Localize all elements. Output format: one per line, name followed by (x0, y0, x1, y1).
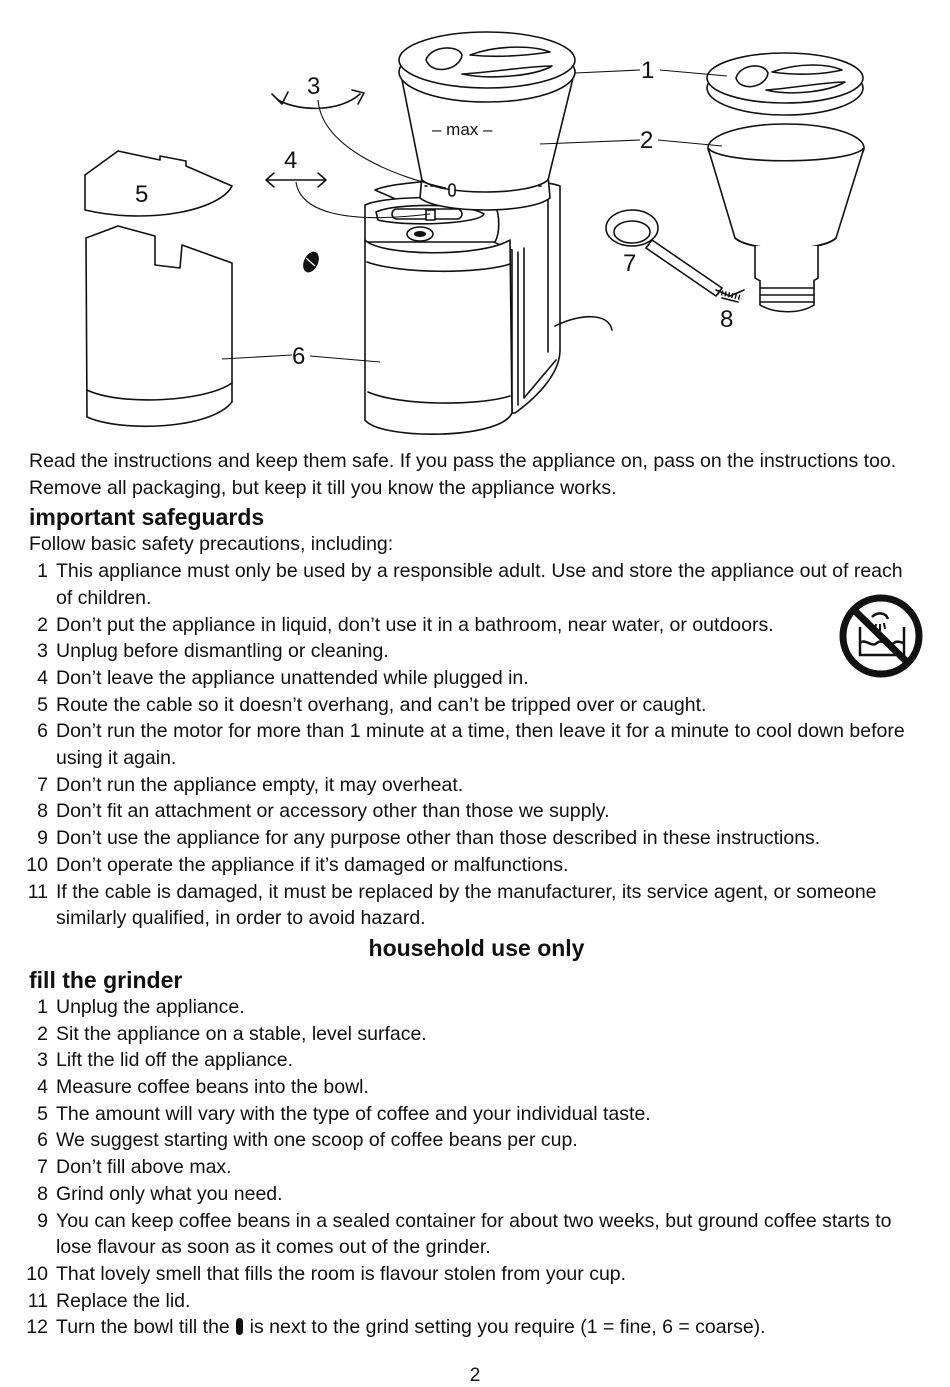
list-item: 2 Don’t put the appliance in liquid, don’t use it in a bathroom, near water, or outdoors. (37, 613, 774, 636)
fill-steps-list (26, 994, 924, 1341)
callout-3: 3 (307, 73, 321, 100)
ground-container-part-6 (86, 226, 292, 426)
grinder-exploded-diagram (0, 0, 950, 445)
list-item: 6 We suggest starting with one scoop of coffee beans per cup. (37, 1129, 578, 1152)
bowl-detached-part-2 (708, 124, 864, 312)
max-fill-mark: – max – (432, 120, 493, 139)
grinder-main-body (310, 180, 612, 435)
page-number: 2 (469, 1365, 481, 1386)
list-item: 3 Lift the lid off the appliance. (37, 1049, 294, 1072)
list-item: 8 Grind only what you need. (37, 1182, 283, 1205)
callout-7: 7 (623, 250, 637, 277)
fill-heading: fill the grinder (29, 966, 183, 993)
list-item: 7 Don’t fill above max. (37, 1156, 232, 1179)
list-item: 9 You can keep coffee beans in a sealed container for about two weeks, but ground coffee starts to lose flavour as soon as it comes out of the grinder. (37, 1209, 892, 1259)
container-lid-part-5 (85, 151, 232, 216)
lid-detached-part-1 (707, 53, 863, 115)
safeguards-lead: Follow basic safety precautions, including: (29, 533, 394, 556)
safeguards-list (26, 558, 924, 932)
list-item: 7 Don’t run the appliance empty, it may overheat. (37, 773, 464, 796)
list-item: 11 Replace the lid. (27, 1289, 191, 1312)
list-item: 10 Don’t operate the appliance if it’s damaged or malfunctions. (26, 853, 569, 876)
bowl-lid-part-1 (399, 32, 575, 102)
callout-1: 1 (641, 57, 655, 84)
household-use-note: household use only (368, 934, 585, 961)
callout-6: 6 (292, 343, 306, 370)
list-item: 5 The amount will vary with the type of coffee and your individual taste. (37, 1102, 651, 1125)
instructions-body (26, 448, 924, 1341)
brush-part-8 (716, 290, 744, 302)
list-item: 6 Don’t run the motor for more than 1 minute at a time, then leave it for a minute to cool down before using it again. (37, 720, 905, 770)
list-item: 8 Don’t fit an attachment or accessory other than those we supply. (37, 800, 610, 823)
list-item: 4 Measure coffee beans into the bowl. (37, 1076, 369, 1099)
list-item: 3 Unplug before dismantling or cleaning. (37, 640, 389, 663)
list-item: 12 Turn the bowl till the is next to the grind setting you require (1 = fine, 6 = coarse). (26, 1316, 766, 1339)
no-water-immersion-icon (838, 593, 924, 679)
list-item: 11 If the cable is damaged, it must be replaced by the manufacturer, its service agent, or someone similarly qualified, in order to avoid hazard. (27, 880, 877, 930)
list-item: 1 Unplug the appliance. (37, 995, 245, 1018)
intro-paragraph: Read the instructions and keep them safe. If you pass the appliance on, pass on the instructions too. Remove all packaging, but keep it till you know the appliance works. (29, 450, 897, 499)
callout-5: 5 (135, 181, 149, 208)
list-item: 4 Don’t leave the appliance unattended while plugged in. (37, 666, 529, 689)
list-item: 5 Route the cable so it doesn’t overhang, and can’t be tripped over or caught. (37, 693, 707, 716)
bean-marker-icon (236, 1318, 243, 1335)
callout-2: 2 (640, 127, 654, 154)
list-item: 1 This appliance must only be used by a responsible adult. Use and store the appliance out of reach of children. (37, 560, 903, 609)
list-item: 9 Don’t use the appliance for any purpose other than those described in these instructions. (37, 827, 821, 850)
list-item: 2 Sit the appliance on a stable, level surface. (37, 1022, 427, 1045)
safeguards-heading: important safeguards (29, 504, 265, 531)
callout-4: 4 (284, 147, 298, 174)
list-item: 10 That lovely smell that fills the room is flavour stolen from your cup. (26, 1262, 627, 1285)
callout-8: 8 (720, 306, 734, 333)
